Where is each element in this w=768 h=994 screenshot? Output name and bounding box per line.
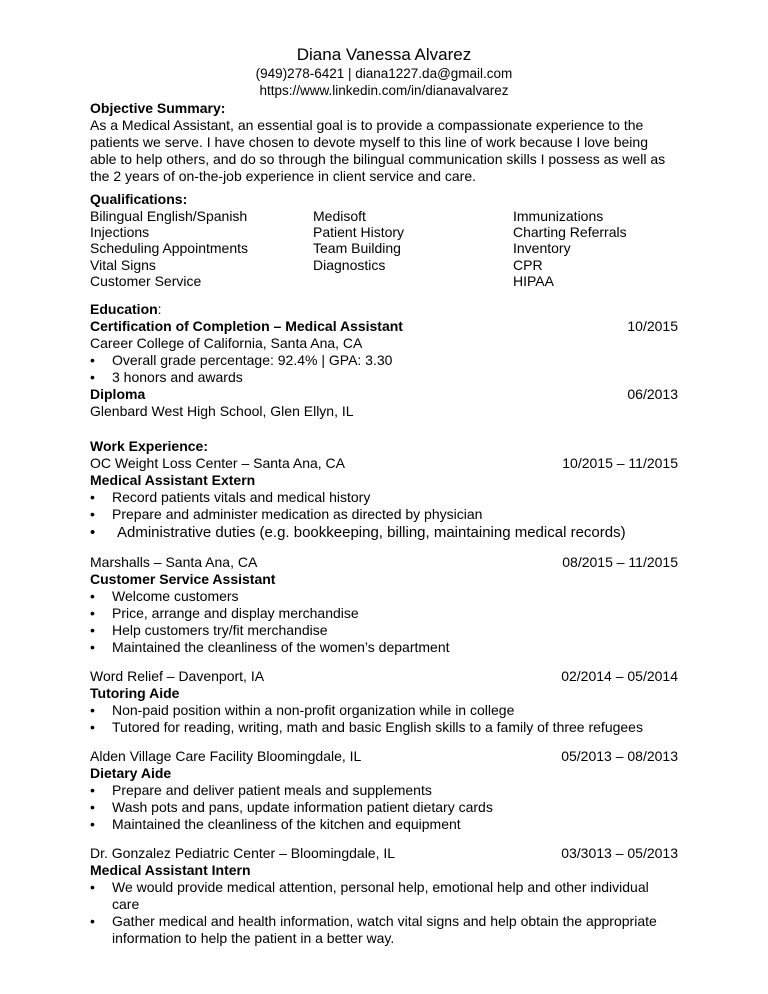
education-date: 10/2015	[627, 318, 678, 335]
job-bullets	[90, 489, 678, 542]
job-employer: Alden Village Care Facility Bloomingdale, IL	[90, 748, 362, 765]
qualification-item: Medisoft	[313, 208, 366, 224]
list-item: • Maintained the cleanliness of the kitchen and equipment	[90, 816, 678, 833]
education-school: Career College of California, Santa Ana, CA	[90, 335, 363, 352]
job-entry	[90, 845, 678, 947]
job-role: Medical Assistant Intern	[90, 862, 251, 879]
list-item: • Wash pots and pans, update information patient dietary cards	[90, 799, 678, 816]
resume-body	[90, 100, 678, 947]
list-item: • Prepare and deliver patient meals and supplements	[90, 782, 678, 799]
job-entry	[90, 748, 678, 833]
job-dates: 02/2014 – 05/2014	[561, 668, 678, 685]
job-bullets	[90, 782, 678, 833]
job-role: Dietary Aide	[90, 765, 172, 782]
list-item: • Tutored for reading, writing, math and basic English skills to a family of three refugees	[90, 719, 678, 736]
linkedin-url: https://www.linkedin.com/in/dianavalvarez	[259, 83, 509, 98]
list-item: • 3 honors and awards	[90, 369, 678, 386]
list-item: • Non-paid position within a non-profit organization while in college	[90, 702, 678, 719]
job-bullets	[90, 879, 678, 947]
qualification-item: CPR	[513, 256, 543, 273]
qualification-item: HIPAA	[513, 272, 554, 289]
qualifications-column-1	[90, 208, 313, 289]
list-item: • Price, arrange and display merchandise	[90, 605, 678, 622]
list-item: • We would provide medical attention, personal help, emotional help and other individual care	[90, 879, 678, 913]
list-item: • Administrative duties (e.g. bookkeeping, billing, maintaining medical records)	[90, 523, 678, 542]
qualifications-section	[90, 191, 678, 289]
qualification-item: Inventory	[513, 240, 571, 257]
job-header	[90, 845, 678, 862]
education-date: 06/2013	[627, 386, 678, 403]
job-header	[90, 554, 678, 571]
qualification-item: Scheduling Appointments	[90, 240, 248, 257]
job-employer: OC Weight Loss Center – Santa Ana, CA	[90, 455, 345, 472]
job-dates: 08/2015 – 11/2015	[562, 554, 678, 571]
job-bullets	[90, 588, 678, 656]
education-degree: Certification of Completion – Medical Assistant	[90, 318, 403, 335]
job-dates: 05/2013 – 08/2013	[561, 748, 678, 765]
qualifications-column-3	[513, 208, 673, 289]
list-item: • Prepare and administer medication as directed by physician	[90, 506, 678, 523]
qualification-item: Team Building	[313, 240, 401, 257]
education-school: Glenbard West High School, Glen Ellyn, IL	[90, 403, 354, 420]
qualification-item: Vital Signs	[90, 256, 156, 273]
qualification-item: Immunizations	[513, 208, 604, 224]
qualifications-column-2	[313, 208, 513, 289]
objective-section	[90, 100, 678, 185]
job-employer: Marshalls – Santa Ana, CA	[90, 554, 258, 571]
job-employer: Word Relief – Davenport, IA	[90, 668, 265, 685]
qualifications-grid	[90, 208, 678, 289]
education-title: Education:	[90, 301, 162, 318]
list-item: • Welcome customers	[90, 588, 678, 605]
job-role: Tutoring Aide	[90, 685, 180, 702]
qualification-item: Bilingual English/Spanish	[90, 208, 248, 224]
list-item: • Maintained the cleanliness of the women’s department	[90, 639, 678, 656]
qualification-item: Customer Service	[90, 272, 202, 289]
job-dates: 10/2015 – 11/2015	[562, 455, 678, 472]
education-section	[90, 301, 678, 420]
qualifications-title: Qualifications:	[90, 191, 188, 207]
job-entry	[90, 455, 678, 542]
job-entry	[90, 668, 678, 736]
list-item: • Help customers try/fit merchandise	[90, 622, 678, 639]
work-section	[90, 438, 678, 947]
objective-text: As a Medical Assistant, an essential goal is to provide a compassionate experience to the patients we serve. I have chosen to devote myself to this line of work because I love being able to help others, and do so through the bilingual communication skills I possess as well as the 2 years of on-the-job experience in client service and care.	[90, 117, 666, 184]
job-header	[90, 748, 678, 765]
qualification-item: Patient History	[313, 224, 405, 241]
job-entry	[90, 554, 678, 656]
job-header	[90, 455, 678, 472]
resume-header	[0, 44, 768, 99]
education-entry-header	[90, 318, 678, 335]
job-role: Medical Assistant Extern	[90, 472, 256, 489]
job-dates: 03/3013 – 05/2013	[561, 845, 678, 862]
job-header	[90, 668, 678, 685]
candidate-name: Diana Vanessa Alvarez	[296, 45, 472, 64]
list-item: • Overall grade percentage: 92.4% | GPA: 3.30	[90, 352, 678, 369]
job-bullets	[90, 702, 678, 736]
job-employer: Dr. Gonzalez Pediatric Center – Bloomingdale, IL	[90, 845, 396, 862]
qualification-item: Charting Referrals	[513, 224, 627, 241]
qualification-item: Diagnostics	[313, 256, 386, 273]
education-bullets	[90, 352, 678, 386]
education-entry-header	[90, 386, 678, 403]
contact-line: (949)278-6421 | diana1227.da@gmail.com	[255, 66, 513, 81]
job-role: Customer Service Assistant	[90, 571, 276, 588]
qualification-item: Injections	[90, 224, 150, 241]
list-item: • Record patients vitals and medical history	[90, 489, 678, 506]
education-degree: Diploma	[90, 386, 146, 403]
work-title: Work Experience:	[90, 438, 209, 455]
list-item: • Gather medical and health information, watch vital signs and help obtain the appropriate information to help the patient in a better way.	[90, 913, 678, 947]
objective-title: Objective Summary:	[90, 100, 226, 116]
